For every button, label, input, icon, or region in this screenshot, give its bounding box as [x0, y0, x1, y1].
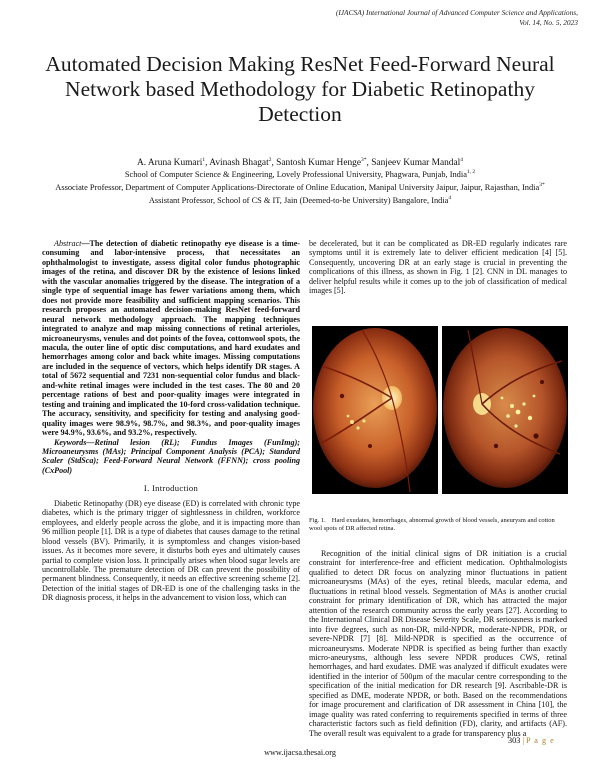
right-column-lower — [309, 549, 567, 738]
keywords-text: —Retinal lesion (RL); Fundus Images (FunImg); Microaneurysms (MAs); Principal Component Analysis (PCA); Standard Scaler (StdSca); Feed-Forward Neural Network (FFNN); cross pooling (CxPool) — [42, 437, 300, 475]
body-paragraph: be decelerated, but it can be complicated as DR-ED regularly indicates rare symptoms until it is extremely late to deliver efficient medication [4] [5]. Consequently, uncovering DR at an early stage is crucial in preventing the complications of this illness, as shown in Fig. 1 [2]. CNN in DL manages to deliver helpful results while it comes up to the job of classification of medical images [5]. — [309, 239, 567, 296]
abstract-text: —The detection of diabetic retinopathy eye disease is a time-consuming and labor-intensive process, that necessitates an ophthalmologist to investigate, assess digital color fundus photographic images of the retina, and discover DR by the existence of lesions linked with the vascular anomalies triggered by the disease. The integration of a single type of sequential image has fewer variations among them, which does not provide more feasibility and sufficient mapping scenarios. This research proposes an automated decision-making ResNet feed-forward neural network methodology approach. The mapping techniques integrated to analyze and map missing connections of retinal arterioles, microaneurysms, venules and dot points of the fovea, cottonwool spots, the macula, the outer line of optic disc computations, and hard exudates and hemorrhages among color and back white images. Missing computations are included in the sequence of vectors, which helps identify DR stages. A total of 5672 sequential and 7231 non-sequential color fundus and black-and-white retinal images were included in the test cases. The 80 and 20 percentage rations of best and poor-quality images were integrated in testing and training and implicated the 10-ford cross-validation technique. The accuracy, sensitivity, and specificity for testing and analysing good-quality images were 98.9%, 98.7%, and 98.3%, and poor-quality images were 94.9%, 93.6%, and 93.2%, respectively. — [42, 239, 300, 438]
author-name: Sanjeev Kumar Mandal — [371, 158, 461, 169]
journal-name: (IJACSA) International Journal of Advanced Computer Science and Applications, — [335, 8, 578, 17]
journal-volume: Vol. 14, No. 5, 2023 — [519, 18, 578, 27]
journal-header — [158, 8, 578, 28]
figure-label: Fig. 1. — [309, 517, 326, 524]
paper-title: Automated Decision Making ResNet Feed-Forward Neural Network based Methodology for Diabetic Retinopathy Detection — [45, 52, 555, 126]
left-column — [42, 239, 300, 603]
figure-1 — [312, 326, 568, 494]
affiliation-line: School of Computer Science & Engineering, Lovely Professional University, Phagwara, Punjab, India$^{1, 2}$ — [124, 169, 476, 179]
keywords — [42, 438, 300, 476]
abstract — [42, 239, 300, 438]
fundus-image-left — [312, 326, 438, 494]
introduction-paragraph: Diabetic Retinopathy (DR) eye disease (ED) is correlated with chronic type diabetes, which is the primary trigger of sightlessness in children, workforce employees, and elderly people across the globe, and it is impacting more than 96 million people [1]. DR is a type of diabetes that causes damage to the retinal blood vessels (BV). Primarily, it is symptomless and changes vision-based issues. As it becomes more severe, it disturbs both eyes and ultimately causes partial to complete vision loss. It principally arises when blood sugar levels are uncontrollable. The premature detection of DR can prevent the possibility of permanent blindness. Consequently, it needs an effective screening scheme [2]. Detection of the initial stages of DR-ED is one of the challenging tasks in the DR diagnosis process, it helps in the advancement to vision loss, which can — [42, 498, 300, 603]
abstract-label: Abstract — [54, 239, 82, 248]
author-name: A. Aruna Kumari — [136, 158, 203, 169]
affiliation-line: Assistant Professor, School of CS & IT, Jain (Deemed-to-be University) Bangalore, India$^4$ — [148, 195, 452, 205]
right-column — [309, 239, 567, 296]
figure-caption — [309, 517, 567, 533]
figure-caption-text: Hard exudates, hemorrhages, abnormal growth of blood vessels, aneurysm and cotton wool spots of DR affected retina. — [309, 517, 555, 533]
fundus-image-right — [442, 326, 568, 494]
affiliation-line: Associate Professor, Department of Computer Applications-Directorate of Online Education, Manipal University Jaipur, Jaipur, Rajasthan, India$^{3*}$ — [55, 182, 545, 192]
body-paragraph: Recognition of the initial clinical signs of DR initiation is a crucial constraint for interference-free and efficient medication. Ophthalmologists qualified to detect DR focus on analyzing minor fluctuations in patient microaneurysms (MAs) of the eyes, retinal bleeds, macular edema, and fluctuations in retinal blood vessels. Segmentation of MAs is another crucial constraint for primary identification of DR, which has attracted the major attention of the research community across the early years [27]. According to the International Clinical DR Disease Severity Scale, DR seriousness is marked into five degrees, such as non-DR, mild-NPDR, moderate-NPDR, PDR, or severe-NPDR [7] [8]. Mild-NPDR is specified as the occurrence of microaneurysms. Moderate NPDR is specified as being further than exactly micro-aneurysms, although less severe NPDR produces CWS, retinal hemorrhages, and hard exudates. DME was analyzed if difficult exudates were identified in the interior of 500μm of the macular centre corresponding to the specification of the initial medication for DR research [9]. Ascribable-DR is specified as DME, moderate NPDR, or both. Based on the recommendations for image procurement and clarification of DR assessment in China [10], the image quality was rated conferring to requirements specified in terms of three characteristic factors such as field definition (FD), clarity, and artifacts (AF). The overall result was equivalent to a grade for transparency plus a — [309, 549, 567, 738]
keywords-label: Keywords — [54, 437, 87, 447]
page-number: 303 | P a g e — [508, 736, 555, 745]
footer-url[interactable]: www.ijacsa.thesai.org — [264, 748, 336, 757]
affiliations — [30, 167, 570, 206]
section-heading-introduction: I. Introduction — [143, 483, 199, 494]
author-list: A. Aruna Kumari$^1$, Avinash Bhagat$^2$, Santosh Kumar Henge$^{3*}$, Sanjeev Kumar Mandal$^4$ — [136, 157, 464, 169]
author-name: Avinash Bhagat — [209, 158, 269, 169]
author-name: Santosh Kumar Henge — [276, 158, 362, 169]
